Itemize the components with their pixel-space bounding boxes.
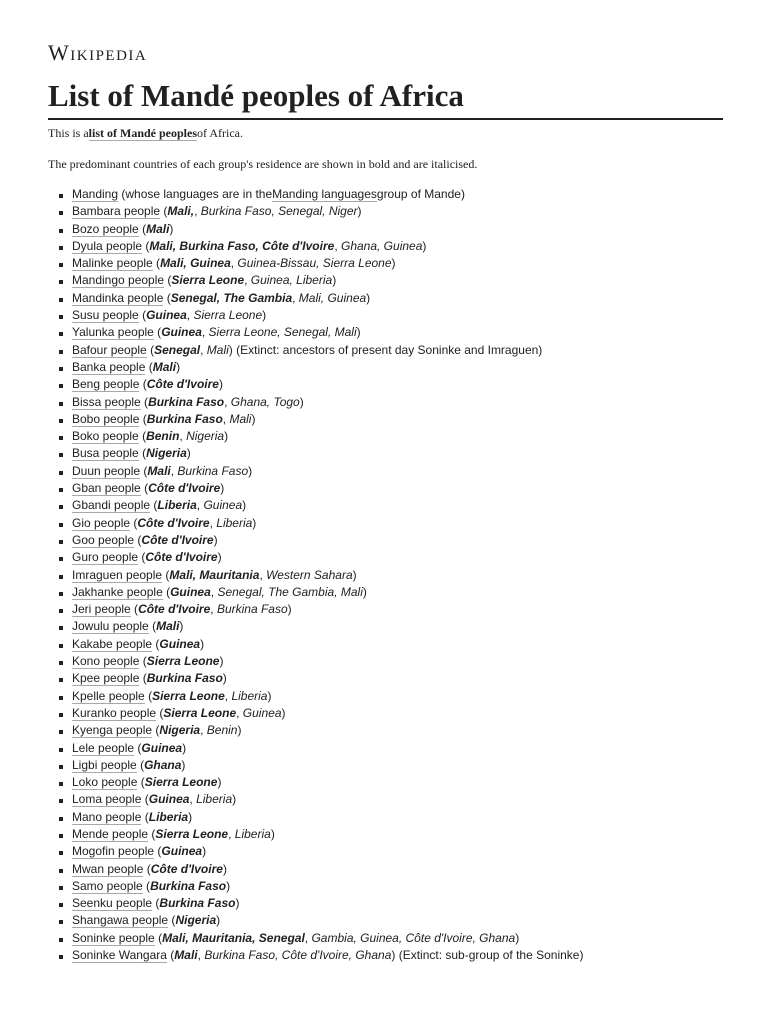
- list-item-bambara-people: [58, 203, 758, 220]
- other-countries: Ghana, Togo: [230, 394, 300, 409]
- list-item-kpelle-people: [58, 688, 758, 705]
- people-link[interactable]: Bozo people: [72, 221, 139, 236]
- other-countries: Benin: [206, 723, 238, 738]
- paren-open: (: [139, 671, 147, 686]
- paren-close: ): [262, 308, 267, 323]
- list-item-bozo-people: [58, 221, 758, 238]
- primary-countries: Guinea: [170, 584, 211, 599]
- list-item-soninke-people: [58, 930, 758, 947]
- primary-countries: Burkina Faso: [146, 411, 223, 426]
- paren-open: (: [130, 515, 138, 530]
- primary-countries: Côte d'Ivoire: [137, 515, 210, 530]
- list-item-kuranko-people: [58, 705, 758, 722]
- paren-open: (: [139, 411, 147, 426]
- primary-countries: Guinea: [146, 308, 187, 323]
- list-item-loko-people: [58, 774, 758, 791]
- wikipedia-logo[interactable]: Wikipedia: [48, 40, 148, 65]
- paren-open: (: [138, 221, 147, 236]
- paren-open: (: [162, 567, 170, 582]
- separator: ,: [197, 948, 205, 963]
- people-link[interactable]: Susu people: [72, 308, 139, 323]
- paren-close: ): [232, 792, 237, 807]
- other-countries: Burkina Faso, Côte d'Ivoire, Ghana: [204, 948, 392, 963]
- primary-countries: Nigeria: [175, 913, 217, 928]
- list-item-ligbi-people: [58, 757, 758, 774]
- primary-countries: Mali, Guinea: [160, 256, 231, 271]
- list-item-boko-people: [58, 428, 758, 445]
- paren-open: (: [164, 273, 172, 288]
- people-link[interactable]: Duun people: [72, 463, 141, 478]
- paren-open: (: [141, 809, 149, 824]
- paren-open: (: [154, 844, 162, 859]
- separator: ,: [194, 204, 201, 219]
- other-countries: Burkina Faso, Senegal, Niger: [200, 204, 358, 219]
- people-link[interactable]: Jowulu people: [72, 619, 149, 634]
- paren-open: (: [160, 204, 168, 219]
- list-item-kpee-people: [58, 670, 758, 687]
- primary-countries: Liberia: [157, 498, 197, 513]
- separator: ,: [334, 238, 341, 253]
- note-text: (Extinct: ancestors of present day Soninke and Imraguen): [232, 342, 543, 357]
- intro-suffix: of Africa.: [197, 126, 243, 140]
- people-link[interactable]: Gio people: [72, 515, 131, 530]
- paren-open: (: [142, 238, 150, 253]
- list-item-dyula-people: [58, 238, 758, 255]
- separator: ,: [200, 342, 207, 357]
- people-link[interactable]: Samo people: [72, 878, 143, 893]
- paren-open: (: [152, 256, 161, 271]
- paren-close: ): [181, 757, 186, 772]
- other-countries: Mali: [206, 342, 229, 357]
- separator: ,: [259, 567, 267, 582]
- primary-countries: Benin: [146, 429, 180, 444]
- primary-countries: Nigeria: [159, 723, 201, 738]
- primary-countries: Côte d'Ivoire: [150, 861, 223, 876]
- primary-countries: Burkina Faso: [148, 394, 225, 409]
- paren-close: ): [515, 930, 520, 945]
- people-link[interactable]: Yalunka people: [72, 325, 154, 340]
- list-item-busa-people: [58, 445, 758, 462]
- paren-close: ): [218, 377, 223, 392]
- people-link[interactable]: Bissa people: [72, 394, 141, 409]
- other-countries: Gambia, Guinea, Côte d'Ivoire, Ghana: [311, 930, 516, 945]
- list-item-mwan-people: [58, 861, 758, 878]
- people-link[interactable]: Guro people: [72, 550, 139, 565]
- paren-close: ): [182, 740, 187, 755]
- peoples-list: [58, 186, 758, 964]
- list-item-banka-people: [58, 359, 758, 376]
- paren-close: ): [281, 705, 286, 720]
- primary-countries: Côte d'Ivoire: [141, 532, 214, 547]
- separator: ,: [179, 429, 187, 444]
- people-link[interactable]: Kpee people: [72, 671, 140, 686]
- paren-close: ): [251, 411, 256, 426]
- intro-prefix: This is a: [48, 126, 89, 140]
- list-item-gbandi-people: [58, 497, 758, 514]
- paren-open: (: [134, 740, 142, 755]
- paren-open: (: [152, 723, 160, 738]
- separator: ,: [236, 705, 243, 720]
- paren-open: (: [146, 342, 155, 357]
- people-link[interactable]: Goo people: [72, 532, 135, 547]
- primary-countries: Guinea: [161, 325, 202, 340]
- page-title: List of Mandé peoples of Africa: [48, 76, 723, 120]
- paren-close: ): [267, 688, 272, 703]
- paren-close: ): [362, 584, 367, 599]
- people-link[interactable]: Soninke people: [72, 930, 155, 945]
- list-item-mogofin-people: [58, 843, 758, 860]
- primary-countries: Ghana: [144, 757, 182, 772]
- primary-countries: Guinea: [161, 844, 203, 859]
- paren-close: ): [332, 273, 337, 288]
- separator: ,: [244, 273, 251, 288]
- other-countries: Sierra Leone, Senegal, Mali: [208, 325, 357, 340]
- separator: ,: [201, 325, 209, 340]
- list-item-mandinka-people: [58, 290, 758, 307]
- paren-close: ): [224, 429, 229, 444]
- list-item-beng-people: [58, 376, 758, 393]
- list-item-shangawa-people: [58, 912, 758, 929]
- list-item-susu-people: [58, 307, 758, 324]
- paren-close: ): [220, 481, 225, 496]
- list-item-seenku-people: [58, 895, 758, 912]
- paren-close: ): [213, 532, 218, 547]
- residence-note: The predominant countries of each group's residence are shown in bold and are italicised.: [48, 157, 478, 171]
- list-item-goo-people: [58, 532, 758, 549]
- primary-countries: Sierra Leone: [163, 705, 237, 720]
- people-link[interactable]: Jeri people: [72, 602, 131, 617]
- paren-close: ): [228, 342, 233, 357]
- list-item-duun-people: [58, 463, 758, 480]
- primary-countries: Burkina Faso: [150, 878, 227, 893]
- people-link[interactable]: Dyula people: [72, 238, 143, 253]
- paren-close: ): [391, 948, 396, 963]
- list-item-bafour-people: [58, 342, 758, 359]
- people-link[interactable]: Loma people: [72, 792, 142, 807]
- other-countries: Senegal, The Gambia, Mali: [217, 584, 363, 599]
- people-link[interactable]: Seenku people: [72, 896, 153, 911]
- separator: ,: [224, 394, 231, 409]
- paren-close: ): [356, 325, 361, 340]
- paren-close: ): [169, 221, 174, 236]
- primary-countries: Nigeria: [146, 446, 187, 461]
- other-countries: Guinea, Liberia: [250, 273, 333, 288]
- paren-close: ): [352, 567, 357, 582]
- people-link[interactable]: Gban people: [72, 481, 141, 496]
- separator: ,: [170, 463, 178, 478]
- separator: ,: [210, 584, 218, 599]
- primary-countries: Mali, Mauritania, Senegal: [162, 930, 305, 945]
- paren-open: (: [154, 930, 163, 945]
- separator: ,: [228, 826, 235, 841]
- separator: ,: [304, 930, 312, 945]
- paren-open: (: [140, 481, 149, 496]
- list-item-kono-people: [58, 653, 758, 670]
- people-link[interactable]: Kakabe people: [72, 636, 153, 651]
- people-link[interactable]: Bafour people: [72, 342, 147, 357]
- primary-countries: Senegal: [154, 342, 201, 357]
- paren-close: ): [188, 809, 193, 824]
- people-link[interactable]: Ligbi people: [72, 757, 137, 772]
- paren-open: (: [148, 619, 157, 634]
- list-item-jakhanke-people: [58, 584, 758, 601]
- list-item-samo-people: [58, 878, 758, 895]
- paren-open: (: [143, 861, 151, 876]
- other-countries: Western Sahara: [266, 567, 353, 582]
- paren-open: (: [152, 896, 160, 911]
- people-link[interactable]: Lele people: [72, 740, 135, 755]
- separator: ,: [209, 515, 217, 530]
- manding-link[interactable]: Manding: [72, 187, 119, 201]
- primary-countries: Sierra Leone: [144, 775, 218, 790]
- primary-countries: Guinea: [148, 792, 190, 807]
- primary-countries: Mali, Burkina Faso, Côte d'Ivoire: [149, 238, 335, 253]
- list-item-imraguen-people: [58, 567, 758, 584]
- list-item-guro-people: [58, 549, 758, 566]
- other-countries: Mali, Guinea: [298, 290, 367, 305]
- paren-open: (: [130, 602, 139, 617]
- other-countries: Nigeria: [186, 429, 225, 444]
- people-link[interactable]: Boko people: [72, 429, 139, 444]
- other-countries: Guinea-Bissau, Sierra Leone: [237, 256, 392, 271]
- paren-open: (: [140, 463, 148, 478]
- separator: ,: [210, 602, 217, 617]
- paren-open: (: [142, 878, 151, 893]
- primary-countries: Côte d'Ivoire: [145, 550, 218, 565]
- paren-close: ): [235, 896, 240, 911]
- list-item-loma-people: [58, 791, 758, 808]
- separator: ,: [224, 688, 232, 703]
- other-countries: Guinea: [242, 705, 282, 720]
- people-link[interactable]: Gbandi people: [72, 498, 151, 513]
- primary-countries: Liberia: [148, 809, 189, 824]
- list-item-soninke-wangara: [58, 947, 758, 964]
- paren-open: (: [138, 308, 147, 323]
- primary-countries: Burkina Faso: [146, 671, 223, 686]
- paren-close: ): [237, 723, 242, 738]
- other-countries: Guinea: [203, 498, 243, 513]
- paren-close: ): [176, 359, 181, 374]
- people-link[interactable]: Mwan people: [72, 861, 144, 876]
- paren-open: (: [141, 792, 149, 807]
- manding-description-end: group of Mande): [376, 187, 465, 201]
- people-link[interactable]: Banka people: [72, 359, 146, 374]
- primary-countries: Côte d'Ivoire: [148, 481, 221, 496]
- separator: ,: [200, 723, 207, 738]
- paren-close: ): [366, 290, 371, 305]
- paren-open: (: [148, 826, 156, 841]
- primary-countries: Côte d'Ivoire: [146, 377, 219, 392]
- people-link[interactable]: Busa people: [72, 446, 139, 461]
- paren-close: ): [287, 602, 292, 617]
- paren-close: ): [217, 775, 222, 790]
- other-countries: Burkina Faso: [177, 463, 249, 478]
- primary-countries: Mali: [147, 463, 171, 478]
- paren-open: (: [138, 550, 146, 565]
- paren-close: ): [357, 204, 362, 219]
- paren-close: ): [299, 394, 304, 409]
- people-link[interactable]: Bobo people: [72, 411, 140, 426]
- people-link[interactable]: Kpelle people: [72, 688, 145, 703]
- paren-open: (: [138, 429, 147, 444]
- other-countries: Sierra Leone: [193, 308, 263, 323]
- list-item-manding: [58, 186, 758, 203]
- other-countries: Liberia: [196, 792, 233, 807]
- separator: ,: [222, 411, 230, 426]
- people-link[interactable]: Kono people: [72, 654, 140, 669]
- primary-countries: Mali: [174, 948, 198, 963]
- primary-countries: Côte d'Ivoire: [138, 602, 211, 617]
- people-link[interactable]: Mandinka people: [72, 290, 164, 305]
- intro-paragraph: [48, 126, 723, 140]
- paren-open: (: [156, 705, 164, 720]
- separator: ,: [186, 308, 194, 323]
- manding-languages-link[interactable]: Manding languages: [272, 187, 377, 201]
- primary-countries: Sierra Leone: [155, 826, 229, 841]
- paren-open: (: [168, 913, 176, 928]
- paren-open: (: [140, 394, 149, 409]
- manding-description: (whose languages are in the: [118, 187, 273, 201]
- primary-countries: Mali, Mauritania: [169, 567, 260, 582]
- other-countries: Liberia: [216, 515, 253, 530]
- separator: ,: [292, 290, 299, 305]
- people-link[interactable]: Mende people: [72, 826, 149, 841]
- primary-countries: Mali: [146, 221, 170, 236]
- paren-open: (: [150, 498, 158, 513]
- paren-open: (: [166, 948, 175, 963]
- paren-close: ): [222, 671, 227, 686]
- primary-countries: Mali,: [167, 204, 195, 219]
- paren-open: (: [138, 446, 147, 461]
- manding-sublist: [58, 203, 758, 341]
- paren-open: (: [162, 584, 171, 599]
- list-item-jowulu-people: [58, 618, 758, 635]
- primary-countries: Mali: [156, 619, 180, 634]
- paren-close: ): [226, 878, 231, 893]
- people-link[interactable]: Mogofin people: [72, 844, 155, 859]
- paren-open: (: [163, 290, 171, 305]
- other-countries: Ghana, Guinea: [340, 238, 423, 253]
- people-link[interactable]: Soninke Wangara: [72, 948, 167, 963]
- list-item-yalunka-people: [58, 324, 758, 341]
- other-countries: Burkina Faso: [216, 602, 288, 617]
- people-link[interactable]: Jakhanke people: [72, 584, 163, 599]
- paren-close: ): [222, 861, 227, 876]
- people-link[interactable]: Kuranko people: [72, 705, 157, 720]
- paren-close: ): [186, 446, 191, 461]
- other-countries: Liberia: [234, 826, 271, 841]
- paren-open: (: [153, 325, 162, 340]
- paren-close: ): [200, 636, 205, 651]
- primary-countries: Guinea: [141, 740, 183, 755]
- paren-open: (: [139, 654, 147, 669]
- primary-countries: Senegal, The Gambia: [170, 290, 293, 305]
- paren-close: ): [422, 238, 427, 253]
- paren-open: (: [137, 775, 145, 790]
- paren-open: (: [136, 757, 145, 772]
- list-item-gban-people: [58, 480, 758, 497]
- list-item-mano-people: [58, 809, 758, 826]
- list-item-bissa-people: [58, 394, 758, 411]
- paren-open: (: [134, 532, 142, 547]
- primary-countries: Sierra Leone: [146, 654, 220, 669]
- list-item-malinke-people: [58, 255, 758, 272]
- people-link[interactable]: Bambara people: [72, 204, 161, 219]
- paren-close: ): [216, 913, 221, 928]
- people-link[interactable]: Mano people: [72, 809, 142, 824]
- peoples-main-list: [58, 342, 758, 965]
- other-countries: Liberia: [231, 688, 268, 703]
- paren-close: ): [179, 619, 184, 634]
- primary-countries: Sierra Leone: [152, 688, 225, 703]
- list-of-mande-peoples-link[interactable]: list of Mandé peoples: [88, 126, 198, 140]
- primary-countries: Burkina Faso: [159, 896, 236, 911]
- other-countries: Mali: [229, 411, 252, 426]
- people-link[interactable]: Shangawa people: [72, 913, 169, 928]
- primary-countries: Guinea: [159, 636, 201, 651]
- list-item-kakabe-people: [58, 636, 758, 653]
- people-link[interactable]: Beng people: [72, 377, 140, 392]
- people-link[interactable]: Kyenga people: [72, 723, 153, 738]
- list-item-mende-people: [58, 826, 758, 843]
- paren-close: ): [202, 844, 207, 859]
- paren-close: ): [217, 550, 222, 565]
- paren-open: (: [139, 377, 147, 392]
- people-link[interactable]: Mandingo people: [72, 273, 165, 288]
- list-item-kyenga-people: [58, 722, 758, 739]
- people-link[interactable]: Imraguen people: [72, 567, 163, 582]
- list-item-jeri-people: [58, 601, 758, 618]
- separator: ,: [196, 498, 204, 513]
- list-item-mandingo-people: [58, 272, 758, 289]
- paren-close: ): [242, 498, 247, 513]
- list-item-lele-people: [58, 740, 758, 757]
- paren-open: (: [145, 359, 153, 374]
- people-link[interactable]: Loko people: [72, 775, 138, 790]
- paren-close: ): [252, 515, 257, 530]
- people-link[interactable]: Malinke people: [72, 256, 153, 271]
- paren-open: (: [152, 636, 160, 651]
- list-item-gio-people: [58, 515, 758, 532]
- primary-countries: Sierra Leone: [171, 273, 245, 288]
- paren-close: ): [219, 654, 224, 669]
- separator: ,: [230, 256, 238, 271]
- primary-countries: Mali: [152, 359, 177, 374]
- list-item-bobo-people: [58, 411, 758, 428]
- paren-close: ): [248, 463, 253, 478]
- paren-close: ): [391, 256, 396, 271]
- paren-open: (: [144, 688, 153, 703]
- note-text: (Extinct: sub-group of the Soninke): [395, 948, 584, 963]
- separator: ,: [189, 792, 197, 807]
- paren-close: ): [270, 826, 275, 841]
